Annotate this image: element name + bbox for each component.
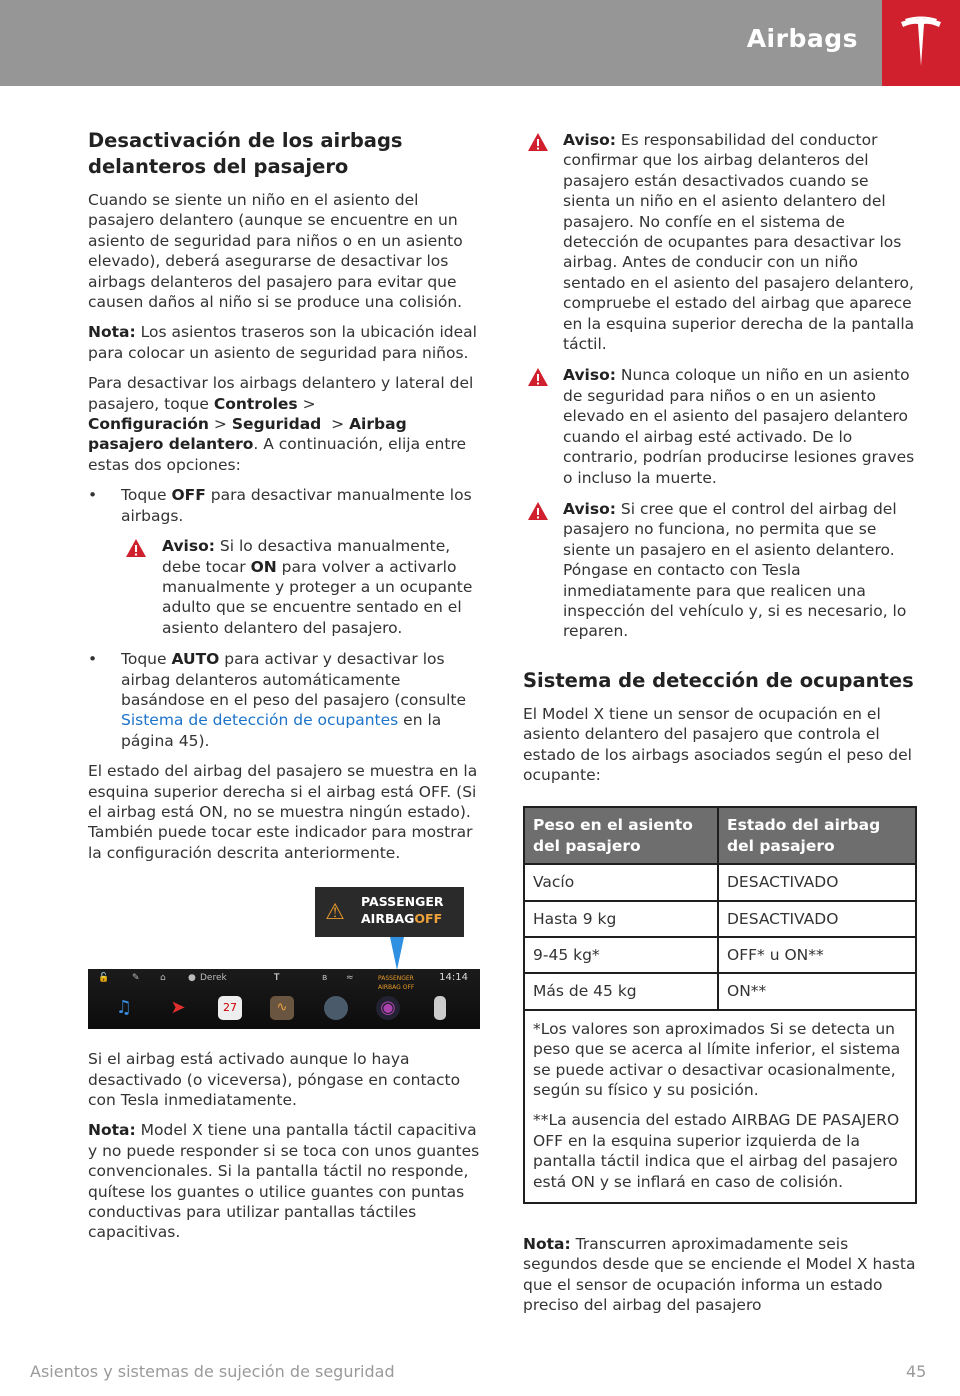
table-row xyxy=(524,973,916,1009)
instructions-text: Para desactivar los airbags delantero y lateral del pasajero, toque xyxy=(88,374,474,413)
bullet: • xyxy=(88,650,98,669)
bluetooth-icon: ʙ xyxy=(322,973,328,984)
note-text: Los asientos traseros son la ubicación ideal para colocar un asiento de seguridad para niños. xyxy=(88,323,477,362)
note-text: Model X tiene una pantalla táctil capacitiva y no puede responder si se toca con unos guantes convencionales. Si la pantalla táctil no responde, quítese los guantes o utilice guantes con puntas conductivas para utilizar pantallas táctiles capacitivas. xyxy=(88,1121,480,1242)
navigation-icon[interactable]: ➤ xyxy=(170,997,186,1019)
energy-icon[interactable]: ∿ xyxy=(270,996,294,1020)
footer-section: Asientos y sistemas de sujeción de seguridad xyxy=(30,1362,395,1381)
status-airbag-off[interactable]: PASSENGER AIRBAG OFF xyxy=(378,975,415,992)
table-footnote-row xyxy=(524,1010,916,1203)
warning-label: Aviso: xyxy=(563,131,616,149)
menu-path-configuracion: Configuración xyxy=(88,415,209,434)
warning-text: para volver a activarlo manualmente y proteger a un ocupante adulto que se encuentre sentado en el asiento delantero del pasajero. xyxy=(162,557,473,637)
warning-label: Aviso: xyxy=(162,537,215,556)
airbag-mismatch-paragraph: Si el airbag está activado aunque lo haya desactivado (o viceversa), póngase en contacto con Tesla inmediatamente. xyxy=(88,1050,461,1109)
bullet-text: Toque xyxy=(121,650,167,669)
path-separator: > xyxy=(302,394,316,413)
table-cell: OFF* u ON** xyxy=(718,937,916,973)
warning-icon xyxy=(527,501,549,521)
lock-icon: 🔓 xyxy=(98,973,110,984)
calendar-icon[interactable]: 27 xyxy=(218,996,242,1020)
callout-line2 xyxy=(361,910,442,927)
bullet-text: Toque xyxy=(121,486,167,505)
table-cell: DESACTIVADO xyxy=(718,901,916,937)
warning-icon xyxy=(527,367,549,387)
warning-text: Si lo desactiva manualmente, debe tocar xyxy=(162,537,451,576)
warning-control-failure xyxy=(523,499,917,642)
warning-text: Nunca coloque un niño en un asiento de seguridad para niños o en un asiento elevado en el asiento del pasajero delantero cuando el airbag esté activado. De lo contrario, podrían producirse lesiones graves o incluso la muerte. xyxy=(563,366,915,487)
note-label: Nota: xyxy=(88,1121,136,1140)
table-header-row xyxy=(524,807,916,864)
light-icon: ✎ xyxy=(132,973,140,984)
bullet: • xyxy=(88,486,98,505)
home-icon: ⌂ xyxy=(160,973,166,984)
note-label: Nota: xyxy=(523,1235,571,1254)
note-sensor-delay xyxy=(523,1234,917,1316)
bullet-text: para desactivar manualmente los airbags. xyxy=(121,486,472,525)
user-name: Derek xyxy=(200,973,227,984)
table-cell: Vacío xyxy=(524,864,718,900)
warning-label: Aviso: xyxy=(563,366,616,385)
path-separator: > xyxy=(331,415,345,434)
table-cell: Más de 45 kg xyxy=(524,973,718,1009)
note-label: Nota: xyxy=(88,323,136,342)
note-rear-seats xyxy=(88,322,480,363)
warning-icon xyxy=(527,132,549,152)
occupant-intro-paragraph: El Model X tiene un sensor de ocupación en el asiento delantero del pasajero que controla el estado de los airbags asociados según el peso del ocupante: xyxy=(523,704,912,784)
footnote-approximate: *Los valores son aproximados Si se detecta un peso que se acerca al límite inferior, el sistema se puede activar o desactivar ocasionalmente, según su físico y su posición. xyxy=(533,1019,901,1100)
phone-icon[interactable] xyxy=(434,996,446,1020)
page-number: 45 xyxy=(906,1362,927,1381)
music-icon[interactable]: ♫ xyxy=(115,997,133,1019)
instructions-paragraph xyxy=(88,373,480,475)
footnote-status-absence: **La ausencia del estado AIRBAG DE PASAJERO OFF en la esquina superior izquierda de la pantalla táctil indica que el airbag del pasajero está ON y se inflará en caso de colisión. xyxy=(533,1111,900,1191)
bullet-text: para activar y desactivar los airbag delanteros automáticamente basándose en el peso del pasajero (consulte xyxy=(121,650,467,709)
section-title: Airbags xyxy=(746,24,858,53)
note-text: Transcurren aproximadamente seis segundos desde que se enciende el Model X hasta que el sensor de ocupación informa un estado preciso del airbag del pasajero xyxy=(523,1235,916,1315)
callout-line1: PASSENGER xyxy=(361,894,444,910)
table-row xyxy=(524,901,916,937)
user-icon: ● xyxy=(188,973,196,984)
clock: 14:14 xyxy=(439,972,468,984)
wifi-icon: ≈ xyxy=(346,973,354,984)
menu-path-controles: Controles xyxy=(213,394,298,413)
web-icon[interactable] xyxy=(324,996,348,1020)
column-header: Estado del airbag del pasajero xyxy=(718,807,916,864)
occupant-detection-link[interactable]: Sistema de detección de ocupantes xyxy=(121,711,399,730)
warning-manual-off xyxy=(121,536,480,638)
touchscreen-bar xyxy=(88,969,480,1029)
path-separator: > xyxy=(213,415,227,434)
table-cell: DESACTIVADO xyxy=(718,864,916,900)
warning-label: Aviso: xyxy=(563,499,616,518)
list-item-off xyxy=(88,485,480,638)
callout-airbag-text: AIRBAG xyxy=(361,911,415,927)
app-dock xyxy=(88,993,480,1025)
column-header: Peso en el asiento del pasajero xyxy=(524,807,718,864)
callout-off-text: OFF xyxy=(414,911,443,927)
table-row xyxy=(524,864,916,900)
option-off: OFF xyxy=(171,486,206,505)
table-footnotes xyxy=(524,1010,916,1203)
touchscreen-figure xyxy=(88,887,480,1033)
instructions-text-end: . A continuación, elija entre estas dos opciones: xyxy=(88,435,467,474)
camera-icon[interactable]: ◉ xyxy=(376,996,400,1020)
brand-logo-box xyxy=(882,0,960,86)
option-on: ON xyxy=(250,557,277,576)
section-heading-deactivation: Desactivación de los airbags delanteros del pasajero xyxy=(88,129,403,178)
page-header xyxy=(0,0,960,86)
table-row xyxy=(524,937,916,973)
section-heading-occupant-detection: Sistema de detección de ocupantes xyxy=(523,668,914,692)
right-column xyxy=(523,130,917,1326)
warning-driver-responsibility xyxy=(523,130,917,354)
tesla-t-icon: T xyxy=(274,973,280,984)
list-item-auto xyxy=(88,649,480,751)
callout-pointer xyxy=(390,937,404,970)
status-paragraph: El estado del airbag del pasajero se muestra en la esquina superior derecha si el airbag está OFF. (Si el airbag está ON, no se muestra ningún estado). También puede tocar este indicador para mostrar la configuración descrita anteriormente. xyxy=(88,762,478,862)
warning-icon xyxy=(125,538,147,558)
airbag-off-icon: ⚠ xyxy=(325,900,345,926)
bullet-text: en la página 45). xyxy=(121,711,442,750)
menu-path-airbag: Airbag pasajero delantero xyxy=(88,415,407,454)
table-cell: 9-45 kg* xyxy=(524,937,718,973)
warning-text: Es responsabilidad del conductor confirmar que los airbag delanteros del pasajero están desactivados cuando se sienta un niño en el asiento delantero del pasajero. No confíe en el sistema de detección de ocupantes para desactivar los airbag. Antes de conducir con un niño sentado en el asiento del pasajero delantero, compruebe el estado del airbag que aparece en la esquina superior derecha de la pantalla táctil. xyxy=(563,131,915,354)
intro-paragraph: Cuando se siente un niño en el asiento del pasajero delantero (aunque se encuentre en un asiento de seguridad para niños o en un asiento elevado), deberá asegurarse de desactivar los airbags delanteros del pasajero para evitar que causen daños al niño si se produce una colisión. xyxy=(88,191,463,312)
warning-child-seat xyxy=(523,365,917,487)
passenger-airbag-off-callout xyxy=(315,887,464,937)
table-cell: ON** xyxy=(718,973,916,1009)
tesla-logo-icon xyxy=(899,16,943,68)
warning-text: Si cree que el control del airbag del pasajero no funciona, no permita que se siente un pasajero en el asiento delantero. Póngase en contacto con Tesla inmediatamente para que realicen una inspección del vehículo y, si es necesario, lo reparen. xyxy=(563,499,907,641)
menu-path-seguridad: Seguridad xyxy=(231,415,322,434)
weight-status-table xyxy=(523,806,917,1204)
table-cell: Hasta 9 kg xyxy=(524,901,718,937)
status-bar xyxy=(88,969,480,992)
option-auto: AUTO xyxy=(171,650,220,669)
note-gloves xyxy=(88,1120,480,1242)
left-column xyxy=(88,128,480,1253)
